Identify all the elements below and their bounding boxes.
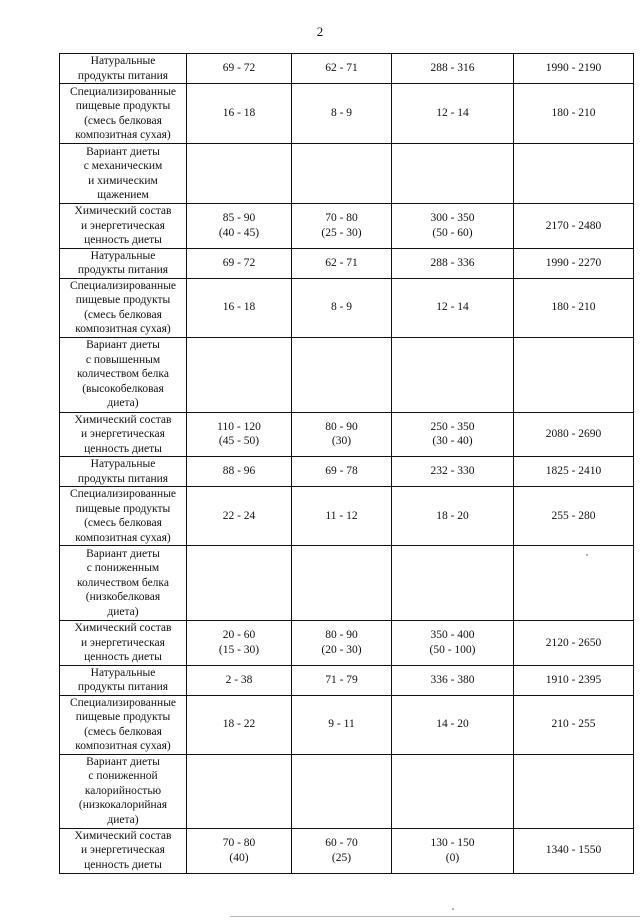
table-cell: 80 - 90 (20 - 30): [292, 621, 392, 666]
table-cell: [392, 144, 514, 204]
table-row: [60, 754, 634, 828]
table-row: [60, 54, 634, 84]
table-row: [60, 144, 634, 204]
table-cell: 88 - 96: [187, 457, 292, 487]
table-cell: 1990 - 2190: [514, 54, 634, 84]
row-label-cell: Натуральные продукты питания: [60, 457, 187, 487]
row-label-cell: Вариант диеты с механическим и химическим щажением: [60, 144, 187, 204]
table-cell: [292, 754, 392, 828]
table-cell: 300 - 350 (50 - 60): [392, 204, 514, 249]
page-bottom-edge: [230, 916, 640, 917]
table-cell: [187, 754, 292, 828]
row-label-cell: Специализированные пищевые продукты (смесь белковая композитная сухая): [60, 84, 187, 144]
table-cell: 232 - 330: [392, 457, 514, 487]
row-label-cell: Вариант диеты с пониженной калорийностью (низкокалорийная диета): [60, 754, 187, 828]
table-cell: 12 - 14: [392, 84, 514, 144]
row-label-cell: Вариант диеты с повышенным количеством белка (высокобелковая диета): [60, 337, 187, 412]
table-cell: 255 - 280: [514, 487, 634, 546]
table-cell: 288 - 336: [392, 248, 514, 278]
row-label-cell: Натуральные продукты питания: [60, 665, 187, 695]
table-cell: 180 - 210: [514, 278, 634, 337]
table-cell: 1990 - 2270: [514, 248, 634, 278]
table-cell: [187, 144, 292, 204]
row-label-cell: Вариант диеты с пониженным количеством белка (низкобелковая диета): [60, 546, 187, 621]
diet-composition-table: [59, 53, 634, 874]
row-label-cell: Специализированные пищевые продукты (смесь белковая композитная сухая): [60, 278, 187, 337]
table-row: [60, 204, 634, 249]
table-cell: 16 - 18: [187, 84, 292, 144]
table-cell: 130 - 150 (0): [392, 828, 514, 873]
table-cell: 62 - 71: [292, 248, 392, 278]
table-cell: [187, 546, 292, 621]
table-cell: 9 - 11: [292, 695, 392, 754]
table-cell: 14 - 20: [392, 695, 514, 754]
table-cell: 2170 - 2480: [514, 204, 634, 249]
table-cell: 11 - 12: [292, 487, 392, 546]
table-cell: [392, 546, 514, 621]
table-cell: 2080 - 2690: [514, 412, 634, 457]
row-label-cell: Химический состав и энергетическая ценность диеты: [60, 204, 187, 249]
table-cell: 12 - 14: [392, 278, 514, 337]
table-cell: 69 - 72: [187, 54, 292, 84]
table-row: [60, 546, 634, 621]
table-row: [60, 84, 634, 144]
table-cell: [392, 754, 514, 828]
table-row: [60, 665, 634, 695]
table-row: [60, 337, 634, 412]
table-cell: 18 - 20: [392, 487, 514, 546]
table-cell: 60 - 70 (25): [292, 828, 392, 873]
table-cell: [514, 144, 634, 204]
table-row: [60, 248, 634, 278]
table-row: [60, 278, 634, 337]
table-row: [60, 621, 634, 666]
table-cell: 80 - 90 (30): [292, 412, 392, 457]
table-cell: 250 - 350 (30 - 40): [392, 412, 514, 457]
table-cell: 69 - 78: [292, 457, 392, 487]
table-cell: 1910 - 2395: [514, 665, 634, 695]
table-cell: 16 - 18: [187, 278, 292, 337]
table-cell: 22 - 24: [187, 487, 292, 546]
table-cell: 2120 - 2650: [514, 621, 634, 666]
table-cell: 336 - 380: [392, 665, 514, 695]
table-cell: 20 - 60 (15 - 30): [187, 621, 292, 666]
table-cell: 18 - 22: [187, 695, 292, 754]
page-number: 2: [316, 24, 324, 39]
table-cell: 350 - 400 (50 - 100): [392, 621, 514, 666]
table-cell: 1340 - 1550: [514, 828, 634, 873]
table-cell: 210 - 255: [514, 695, 634, 754]
table-cell: [514, 546, 634, 621]
table-cell: 71 - 79: [292, 665, 392, 695]
row-label-cell: Химический состав и энергетическая ценность диеты: [60, 412, 187, 457]
table-cell: 2 - 38: [187, 665, 292, 695]
row-label-cell: Натуральные продукты питания: [60, 54, 187, 84]
table-body: [60, 54, 634, 874]
row-label-cell: Натуральные продукты питания: [60, 248, 187, 278]
table-cell: 62 - 71: [292, 54, 392, 84]
scan-speck: [452, 908, 454, 910]
table-cell: 180 - 210: [514, 84, 634, 144]
table-row: [60, 412, 634, 457]
table-cell: 288 - 316: [392, 54, 514, 84]
table-row: [60, 828, 634, 873]
table-cell: [392, 337, 514, 412]
scan-speck: [586, 554, 588, 556]
table-cell: 8 - 9: [292, 278, 392, 337]
row-label-cell: Специализированные пищевые продукты (смесь белковая композитная сухая): [60, 487, 187, 546]
row-label-cell: Химический состав и энергетическая ценность диеты: [60, 828, 187, 873]
table-cell: [292, 144, 392, 204]
table-cell: [187, 337, 292, 412]
row-label-cell: Химический состав и энергетическая ценность диеты: [60, 621, 187, 666]
table-cell: 69 - 72: [187, 248, 292, 278]
table-cell: 70 - 80 (40): [187, 828, 292, 873]
table-row: [60, 487, 634, 546]
table-cell: [292, 337, 392, 412]
table-cell: 1825 - 2410: [514, 457, 634, 487]
table-cell: [514, 337, 634, 412]
table-row: [60, 695, 634, 754]
table-row: [60, 457, 634, 487]
row-label-cell: Специализированные пищевые продукты (смесь белковая композитная сухая): [60, 695, 187, 754]
table-cell: 8 - 9: [292, 84, 392, 144]
table-cell: [292, 546, 392, 621]
table-cell: 70 - 80 (25 - 30): [292, 204, 392, 249]
table-cell: 85 - 90 (40 - 45): [187, 204, 292, 249]
table-cell: [514, 754, 634, 828]
table-cell: 110 - 120 (45 - 50): [187, 412, 292, 457]
